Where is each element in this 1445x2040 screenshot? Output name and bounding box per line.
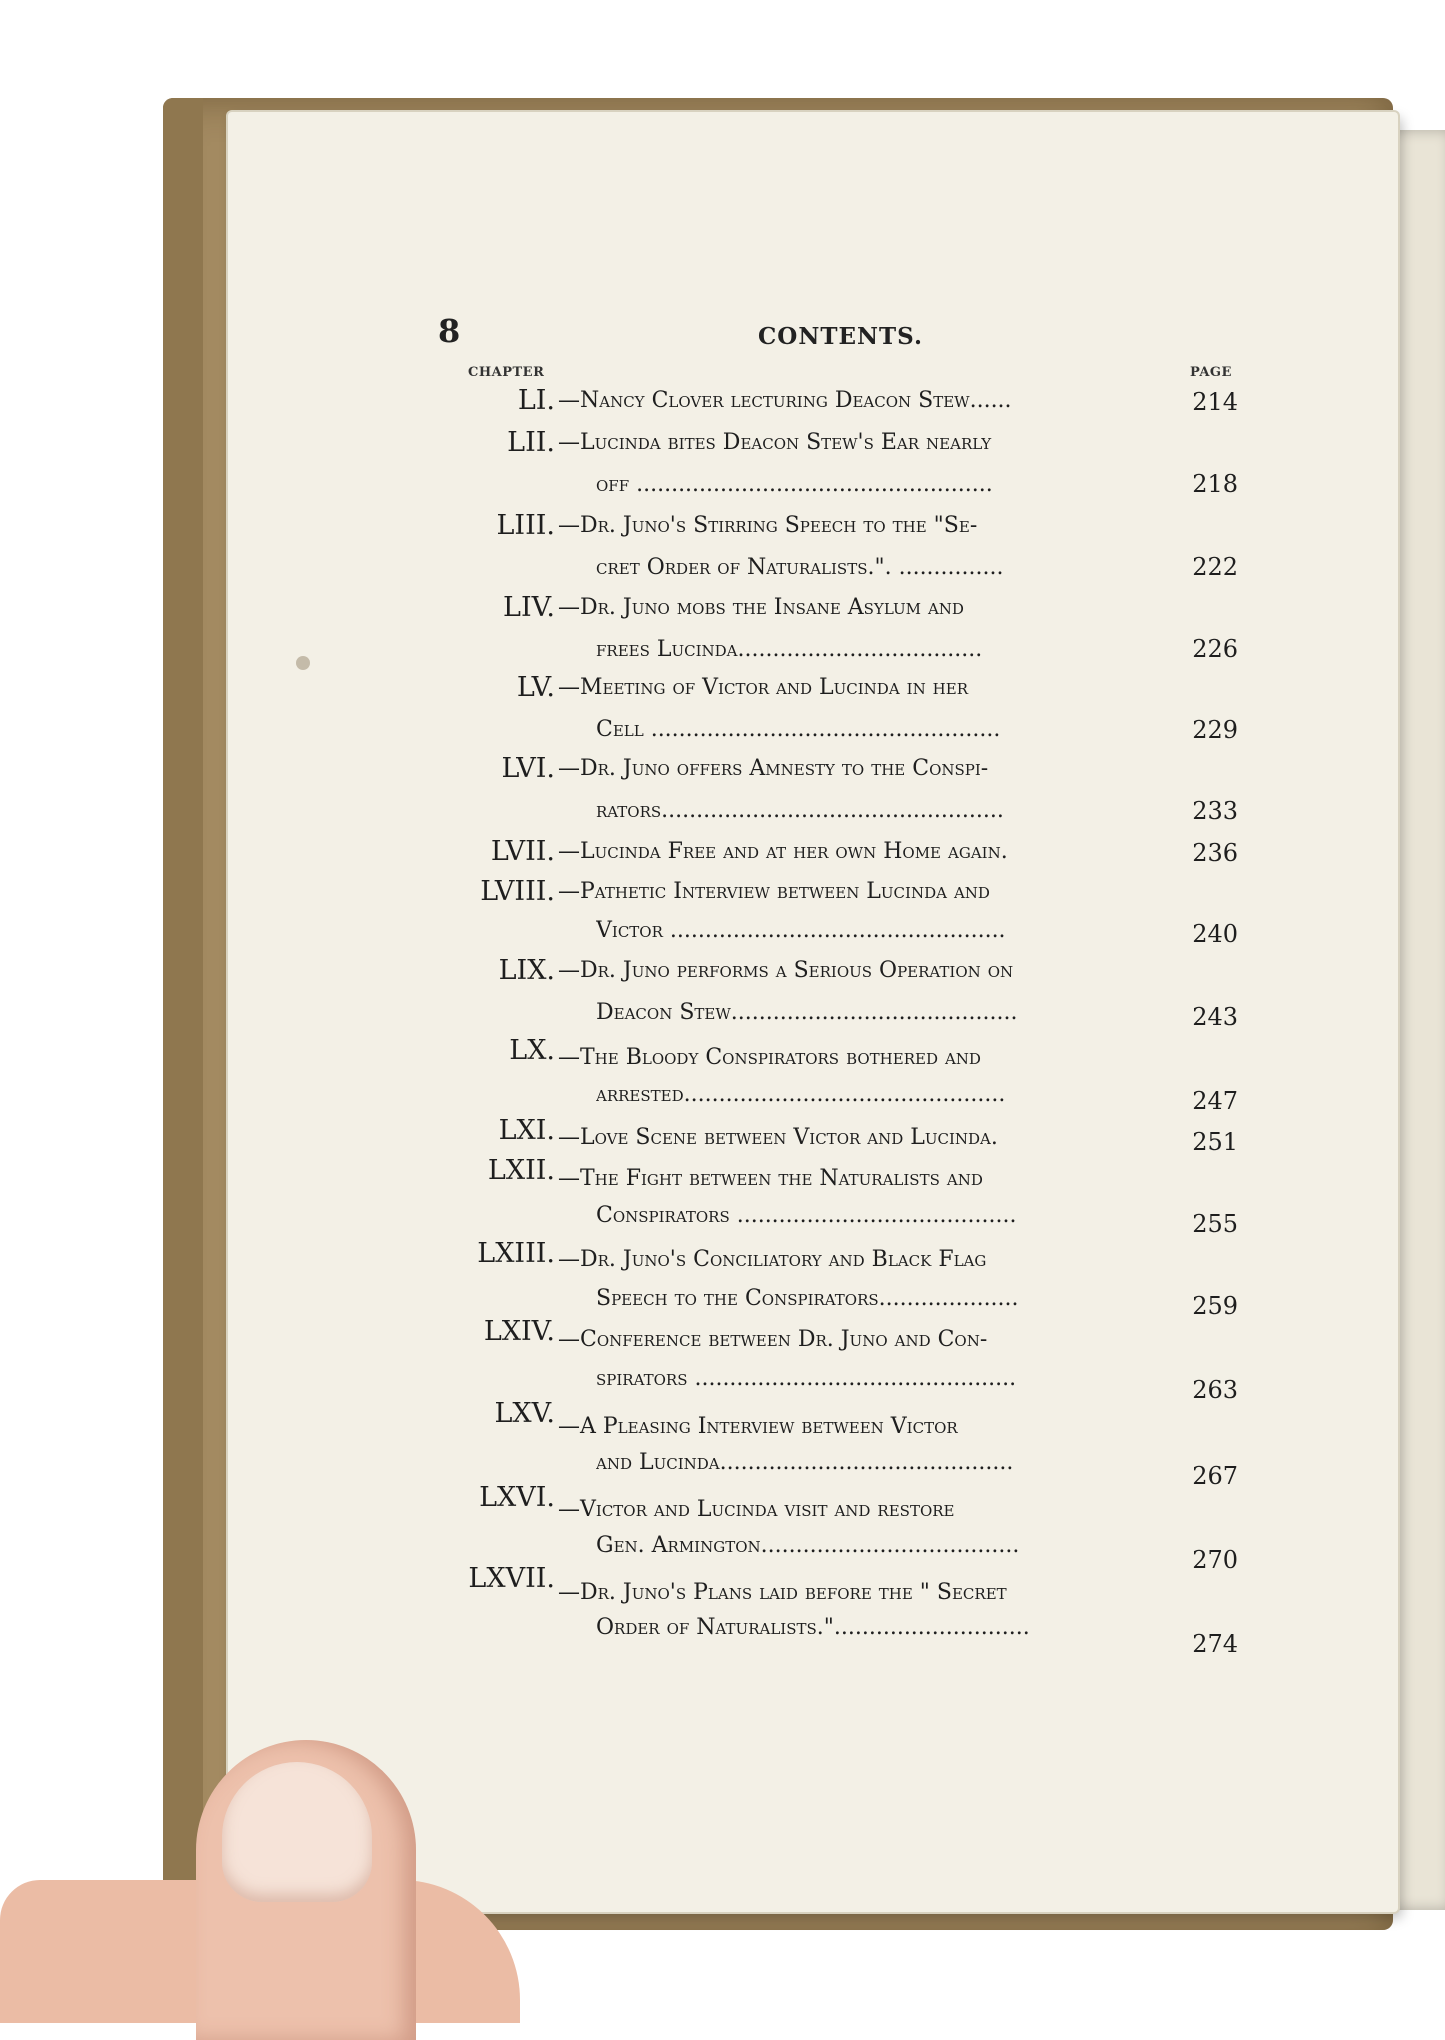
- chapter-numeral: LXIV.: [483, 1316, 555, 1347]
- chapter-title: —Lucinda bites Deacon Stew's Ear nearly: [558, 430, 992, 455]
- chapter-page: 267: [1192, 1462, 1238, 1490]
- page-number: 8: [438, 312, 461, 350]
- chapter-page: 255: [1192, 1210, 1238, 1238]
- chapter-title-continued: frees Lucinda...................................: [596, 637, 983, 662]
- chapter-numeral: LXIII.: [477, 1238, 555, 1269]
- chapter-numeral: LVII.: [490, 836, 555, 867]
- chapter-title: —Victor and Lucinda visit and restore: [558, 1497, 955, 1522]
- chapter-numeral: LXII.: [487, 1155, 555, 1186]
- chapter-title: —Lucinda Free and at her own Home again.: [558, 839, 1008, 864]
- chapter-title-continued: Conspirators ........................................: [596, 1203, 1017, 1228]
- chapter-page: 226: [1192, 635, 1238, 663]
- chapter-numeral: LI.: [517, 385, 555, 416]
- chapter-title: —Love Scene between Victor and Lucinda.: [558, 1125, 998, 1150]
- chapter-page: 240: [1192, 920, 1238, 948]
- chapter-page: 229: [1192, 716, 1238, 744]
- chapter-numeral: LIV.: [503, 592, 555, 623]
- chapter-numeral: LXV.: [494, 1398, 555, 1429]
- chapter-numeral: LIX.: [498, 955, 555, 986]
- chapter-title-continued: arrested..............................................: [596, 1082, 1006, 1107]
- chapter-numeral: LXI.: [498, 1115, 555, 1146]
- chapter-numeral: LVIII.: [480, 876, 555, 907]
- chapter-page: 274: [1192, 1630, 1238, 1658]
- chapter-title: —Dr. Juno mobs the Insane Asylum and: [558, 595, 964, 620]
- chapter-title: —Meeting of Victor and Lucinda in her: [558, 675, 969, 700]
- chapter-title: —Dr. Juno offers Amnesty to the Conspi-: [558, 756, 989, 781]
- chapter-title-continued: Victor ................................................: [596, 918, 1006, 943]
- chapter-title-continued: Order of Naturalists."............................: [596, 1615, 1030, 1640]
- chapter-title-continued: Deacon Stew.........................................: [596, 1000, 1018, 1025]
- thumbnail: [222, 1762, 372, 1902]
- chapter-numeral: LIII.: [496, 510, 555, 541]
- chapter-page: 247: [1192, 1087, 1238, 1115]
- chapter-title-continued: Cell ..................................................: [596, 717, 1001, 742]
- chapter-title-continued: rators.................................................: [596, 798, 1004, 823]
- chapter-page: 251: [1192, 1128, 1238, 1156]
- chapter-page: 263: [1192, 1376, 1238, 1404]
- chapter-title: —The Fight between the Naturalists and: [558, 1166, 983, 1191]
- chapter-page: 233: [1192, 797, 1238, 825]
- chapter-page: 214: [1192, 388, 1238, 416]
- chapter-page: 243: [1192, 1003, 1238, 1031]
- chapter-title-continued: Gen. Armington.....................................: [596, 1533, 1020, 1558]
- chapter-page: 236: [1192, 839, 1238, 867]
- chapter-title: —Dr. Juno's Conciliatory and Black Flag: [558, 1247, 987, 1272]
- chapter-title-continued: Speech to the Conspirators....................: [596, 1286, 1019, 1311]
- chapter-title: —The Bloody Conspirators bothered and: [558, 1045, 981, 1070]
- chapter-numeral: LXVII.: [468, 1563, 555, 1594]
- chapter-title: —Dr. Juno's Stirring Speech to the "Se-: [558, 513, 978, 538]
- chapter-numeral: LXVI.: [479, 1482, 555, 1513]
- chapter-numeral: LX.: [509, 1035, 555, 1066]
- chapter-title: —Pathetic Interview between Lucinda and: [558, 879, 990, 904]
- chapter-page: 270: [1192, 1546, 1238, 1574]
- chapter-title-continued: off ...................................................: [596, 472, 993, 497]
- chapter-numeral: LV.: [516, 672, 555, 703]
- chapter-title: —Dr. Juno's Plans laid before the " Secret: [558, 1580, 1007, 1605]
- chapter-numeral: LII.: [507, 427, 555, 458]
- chapter-title-continued: spirators ..............................................: [596, 1366, 1017, 1391]
- chapter-title-continued: cret Order of Naturalists.". ...............: [596, 555, 1004, 580]
- running-head: CONTENTS.: [758, 323, 923, 350]
- chapter-page: 222: [1192, 553, 1238, 581]
- page-column-label: PAGE: [1190, 365, 1232, 380]
- chapter-title: —A Pleasing Interview between Victor: [558, 1414, 958, 1439]
- chapter-numeral: LVI.: [501, 753, 555, 784]
- chapter-title: —Nancy Clover lecturing Deacon Stew......: [558, 388, 1012, 413]
- chapter-title-continued: and Lucinda..........................................: [596, 1450, 1014, 1475]
- chapter-title: —Dr. Juno performs a Serious Operation on: [558, 958, 1014, 983]
- chapter-column-label: CHAPTER: [468, 365, 545, 380]
- chapter-title: —Conference between Dr. Juno and Con-: [558, 1327, 988, 1352]
- chapter-page: 259: [1192, 1292, 1238, 1320]
- chapter-page: 218: [1192, 470, 1238, 498]
